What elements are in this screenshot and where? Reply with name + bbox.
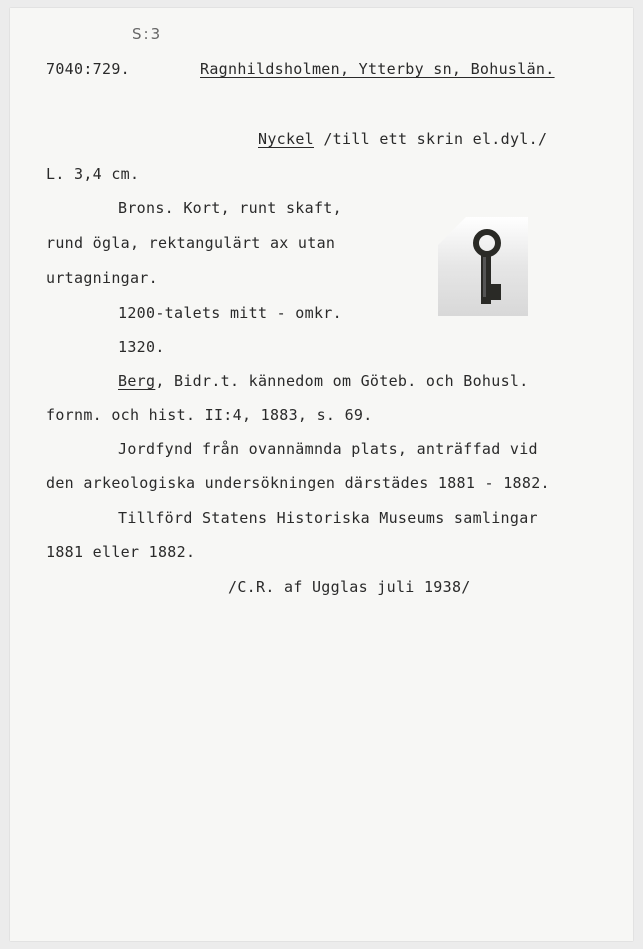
find-line-2: den arkeologiska undersökningen därstädes 1881 - 1882.: [46, 474, 550, 492]
object-length: L. 3,4 cm.: [46, 165, 140, 183]
dating-line-2: 1320.: [118, 338, 165, 356]
handwritten-mark: S:3: [132, 25, 163, 43]
reference-author: Berg: [118, 372, 156, 390]
accession-line-1: Tillförd Statens Historiska Museums samlingar: [118, 509, 538, 527]
reference-title: , Bidr.t. kännedom om Göteb. och Bohusl.: [155, 372, 529, 390]
object-qualifier: /till ett skrin el.dyl./: [314, 130, 548, 148]
find-location: Ragnhildsholmen, Ytterby sn, Bohuslän.: [200, 60, 555, 78]
description-line-1: Brons. Kort, runt skaft,: [118, 199, 342, 217]
accession-line-2: 1881 eller 1882.: [46, 543, 196, 561]
key-photo: [438, 217, 528, 316]
description-line-2: rund ögla, rektangulärt ax utan: [46, 234, 336, 252]
dating-line-1: 1200-talets mitt - omkr.: [118, 304, 342, 322]
object-name: Nyckel: [258, 130, 314, 148]
reference-line-2: fornm. och hist. II:4, 1883, s. 69.: [46, 406, 373, 424]
signature: /C.R. af Ugglas juli 1938/: [228, 578, 471, 596]
catalog-number: 7040:729.: [46, 60, 130, 78]
reference-line-1: [118, 372, 529, 390]
description-line-3: urtagningar.: [46, 269, 158, 287]
find-line-1: Jordfynd från ovannämnda plats, anträffad vid: [118, 440, 538, 458]
object-title: [258, 130, 547, 148]
